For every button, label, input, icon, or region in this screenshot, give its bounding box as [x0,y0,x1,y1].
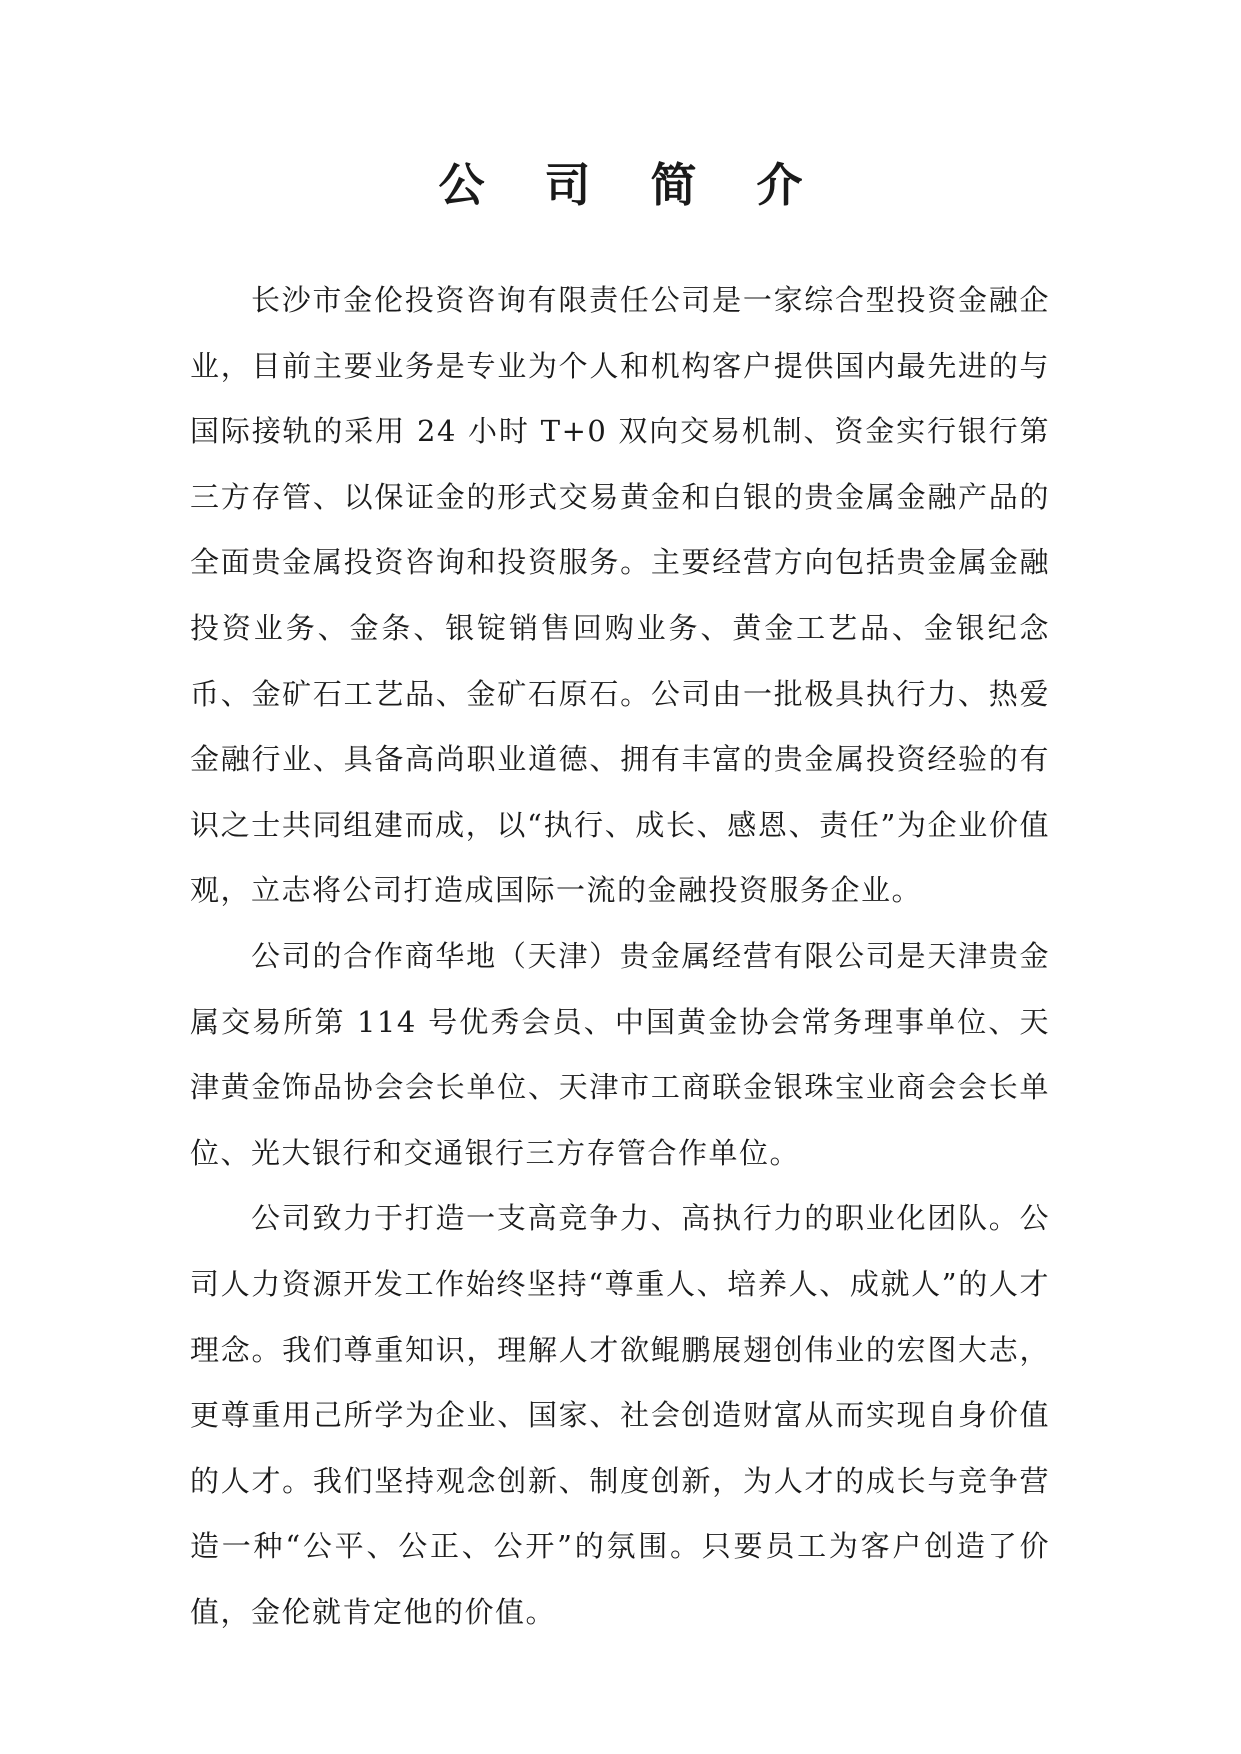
paragraph-talent: 公司致力于打造一支高竞争力、高执行力的职业化团队。公司人力资源开发工作始终坚持“尊重人、培养人、成就人”的人才理念。我们尊重知识，理解人才欲鲲鹏展翅创伟业的宏图大志，更尊重用己所学为企业、国家、社会创造财富从而实现自身价值的人才。我们坚持观念创新、制度创新，为人才的成长与竞争营造一种“公平、公正、公开”的氛围。只要员工为客户创造了价值，金伦就肯定他的价值。 [190,1201,1050,1629]
page-title: 公 司 简 介 [438,158,825,212]
document-body [190,268,1050,1645]
paragraph-partner: 公司的合作商华地（天津）贵金属经营有限公司是天津贵金属交易所第 114 号优秀会员、中国黄金协会常务理事单位、天津黄金饰品协会会长单位、天津市工商联金银珠宝业商会会长单位、光大银行和交通银行三方存管合作单位。 [190,938,1050,1170]
paragraph-company-overview: 长沙市金伦投资咨询有限责任公司是一家综合型投资金融企业，目前主要业务是专业为个人和机构客户提供国内最先进的与国际接轨的采用 24 小时 T+0 双向交易机制、资金实行银行第三方存管、以保证金的形式交易黄金和白银的贵金属金融产品的全面贵金属投资咨询和投资服务。主要经营方向包括贵金属金融投资业务、金条、银锭销售回购业务、黄金工艺品、金银纪念币、金矿石工艺品、金矿石原石。公司由一批极具执行力、热爱金融行业、具备高尚职业道德、拥有丰富的贵金属投资经验的有识之士共同组建而成，以“执行、成长、感恩、责任”为企业价值观，立志将公司打造成国际一流的金融投资服务企业。 [190,283,1050,908]
